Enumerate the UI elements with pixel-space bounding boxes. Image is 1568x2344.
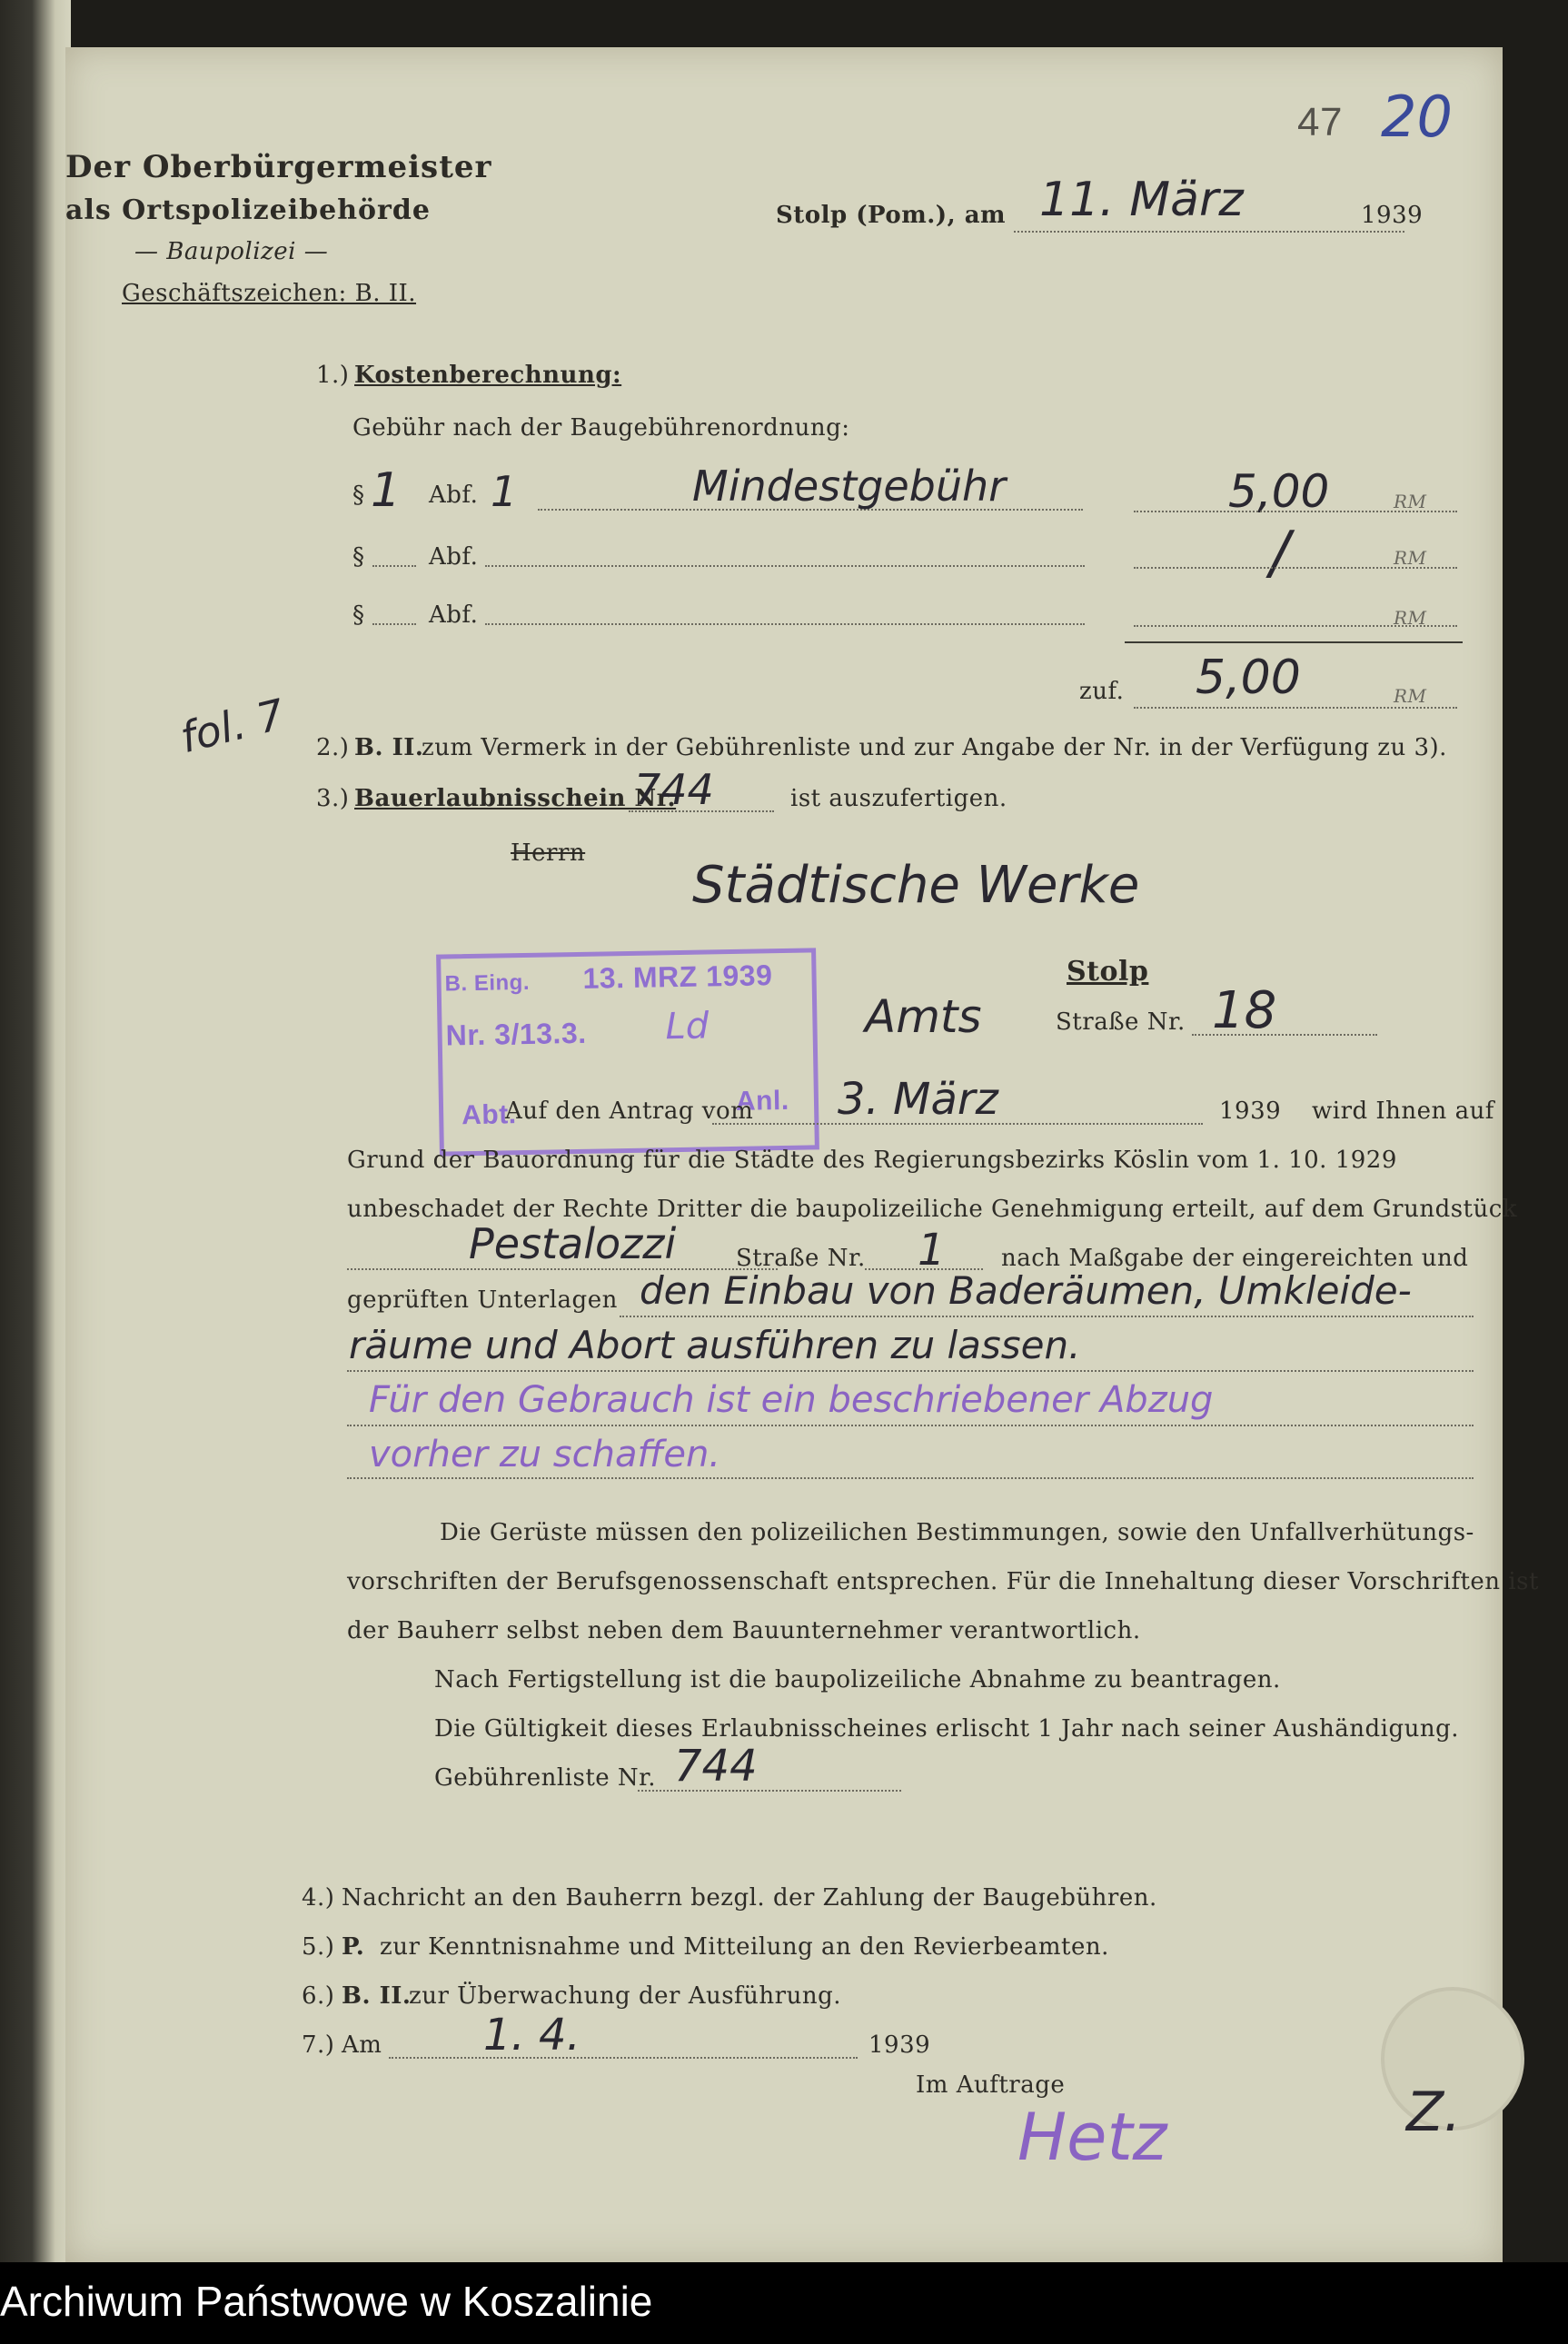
street-label: Straße Nr. — [1056, 1008, 1186, 1036]
item-2-number: 2.) — [316, 734, 350, 761]
para-symbol: § — [352, 543, 365, 571]
total-line — [1134, 707, 1457, 709]
date-year: 1939 — [1361, 202, 1424, 229]
item-7-date: 1. 4. — [483, 2010, 581, 2061]
currency-unit: RM — [1394, 685, 1427, 707]
permit-number: 744 — [634, 765, 714, 814]
permit-number-line — [629, 810, 774, 812]
rules-line-1: Die Gerüste müssen den polizeilichen Bestimmungen, sowie den Unfallverhütungs- — [440, 1519, 1474, 1546]
item-6-ref: B. II. — [342, 1982, 412, 2010]
row-dots — [485, 565, 1085, 567]
work-description-2: räume und Abort ausführen zu lassen. — [349, 1323, 1081, 1367]
in-charge-label: Im Auftrage — [916, 2071, 1066, 2099]
street-number-line — [1192, 1034, 1377, 1036]
stamp-initial: Ld — [665, 1005, 710, 1048]
abs-label: Abf. — [429, 601, 479, 629]
permit-label: Bauerlaubnisschein Nr. — [354, 785, 677, 812]
addressee-street: Amts — [865, 990, 982, 1043]
fee-basis: Gebühr nach der Baugebührenordnung: — [352, 414, 850, 442]
item-1-number: 1.) — [316, 362, 350, 389]
abs-value: 1 — [491, 467, 518, 516]
total-amount: 5,00 — [1196, 651, 1301, 705]
para-value: 1 — [371, 463, 402, 518]
abs-label: Abf. — [429, 482, 479, 509]
rules-line-2: vorschriften der Berufsgenossenschaft entsprechen. Für die Innehaltung dieser Vorschriften ist — [347, 1568, 1539, 1595]
fee-description: Mindestgebühr — [692, 462, 1007, 511]
inspection-note: Nach Fertigstellung ist die baupolizeiliche Abnahme zu beantragen. — [434, 1666, 1281, 1693]
work-line-1 — [620, 1316, 1474, 1317]
rules-line-3: der Bauherr selbst neben dem Bauunternehmer verantwortlich. — [347, 1617, 1141, 1644]
fee-amount: 5,00 — [1228, 465, 1330, 518]
body-line-3: nach Maßgabe der eingereichten und — [1001, 1245, 1469, 1272]
item-7-year: 1939 — [868, 2031, 931, 2059]
stamp-label: B. Eing. — [444, 969, 531, 997]
para-symbol: § — [352, 601, 365, 629]
fee-list-number: 744 — [674, 1741, 758, 1792]
total-label: zuf. — [1079, 678, 1125, 705]
work-line-3 — [347, 1425, 1474, 1426]
item-2-ref: B. II. — [354, 734, 424, 761]
header-department: — Baupolizei — — [134, 238, 329, 265]
document-page — [65, 47, 1539, 2264]
signature: Hetz — [1017, 2099, 1167, 2175]
cost-title: Kostenberechnung: — [354, 362, 622, 389]
application-date: 3. März — [838, 1074, 998, 1125]
stamp-department: Abt. — [461, 1099, 517, 1131]
date-line — [1014, 231, 1404, 233]
item-7-date-line — [389, 2057, 858, 2059]
application-suffix: wird Ihnen auf — [1312, 1098, 1494, 1125]
para-line — [372, 565, 416, 567]
reference-label: Geschäftszeichen: B. II. — [122, 280, 417, 307]
application-prefix: Auf den Antrag vom — [505, 1098, 754, 1125]
item-3-number: 3.) — [316, 785, 350, 812]
binding-edge — [0, 0, 71, 2271]
item-5-ref: P. — [342, 1933, 365, 1961]
row-dots — [485, 623, 1085, 625]
stamp-number: Nr. 3/13.3. — [445, 1016, 587, 1052]
archive-caption-bar — [0, 2262, 1568, 2344]
property-number: 1 — [918, 1225, 946, 1276]
currency-unit: RM — [1394, 491, 1427, 512]
item-6-number: 6.) — [302, 1982, 335, 2010]
currency-unit: RM — [1394, 607, 1427, 629]
property-street-label: Straße Nr. — [736, 1245, 866, 1272]
fee-list-line — [638, 1790, 901, 1792]
application-date-line — [712, 1123, 1203, 1125]
property-street: Pestalozzi — [469, 1219, 677, 1268]
stamp-enclosures: Anl. — [735, 1085, 789, 1117]
header-police-authority: als Ortspolizeibehörde — [65, 194, 431, 226]
item-5-number: 5.) — [302, 1933, 335, 1961]
page-number-handwritten: 20 — [1381, 84, 1453, 150]
added-condition-2: vorher zu schaffen. — [369, 1434, 721, 1475]
validity-note: Die Gültigkeit dieses Erlaubnisscheines erlischt 1 Jahr nach seiner Aushändigung. — [434, 1715, 1460, 1743]
fee-list-label: Gebührenliste Nr. — [434, 1764, 657, 1792]
sum-rule — [1125, 641, 1463, 643]
added-condition-1: Für den Gebrauch ist ein beschriebener Abzug — [369, 1379, 1214, 1421]
item-2-text: zum Vermerk in der Gebührenliste und zur Angabe der Nr. in der Verfügung zu 3). — [422, 734, 1447, 761]
body-line-2: unbeschadet der Rechte Dritter die baupolizeiliche Genehmigung erteilt, auf dem Grundstück — [347, 1196, 1518, 1223]
margin-note: fol. 7 — [175, 689, 290, 763]
fee-amount: / — [1270, 520, 1290, 587]
item-7-label: Am — [342, 2031, 382, 2059]
item-4-text: Nachricht an den Bauherrn bezgl. der Zahlung der Baugebühren. — [342, 1884, 1157, 1912]
work-line-4 — [347, 1477, 1474, 1479]
permit-instruction: ist auszufertigen. — [790, 785, 1007, 812]
header-authority: Der Oberbürgermeister — [65, 149, 492, 185]
stamp-date: 13. MRZ 1939 — [582, 958, 773, 995]
currency-unit: RM — [1394, 547, 1427, 569]
addressee-name: Städtische Werke — [692, 856, 1140, 915]
addressee-city: Stolp — [1067, 956, 1149, 988]
street-number: 18 — [1212, 981, 1277, 1040]
place-label: Stolp (Pom.), am — [776, 202, 1007, 229]
received-stamp — [436, 948, 819, 1156]
body-line-1: Grund der Bauordnung für die Städte des Regierungsbezirks Köslin vom 1. 10. 1929 — [347, 1147, 1397, 1174]
salutation: Herrn — [511, 839, 586, 867]
initial-mark: Z. — [1406, 2081, 1462, 2144]
body-line-4: geprüften Unterlagen — [347, 1286, 618, 1314]
para-line — [372, 623, 416, 625]
work-description-1: den Einbau von Baderäumen, Umkleide- — [640, 1268, 1412, 1313]
archive-caption: Archiwum Państwowe w Koszalinie — [0, 2278, 653, 2325]
page-number: 47 — [1297, 100, 1343, 144]
application-year: 1939 — [1219, 1098, 1282, 1125]
item-5-text: zur Kenntnisnahme und Mitteilung an den Revierbeamten. — [380, 1933, 1109, 1961]
abs-label: Abf. — [429, 543, 479, 571]
item-4-number: 4.) — [302, 1884, 335, 1912]
item-7-number: 7.) — [302, 2031, 335, 2059]
para-symbol: § — [352, 482, 365, 509]
date-handwritten: 11. März — [1039, 173, 1244, 227]
work-line-2 — [347, 1370, 1474, 1372]
item-6-text: zur Überwachung der Ausführung. — [409, 1982, 841, 2010]
